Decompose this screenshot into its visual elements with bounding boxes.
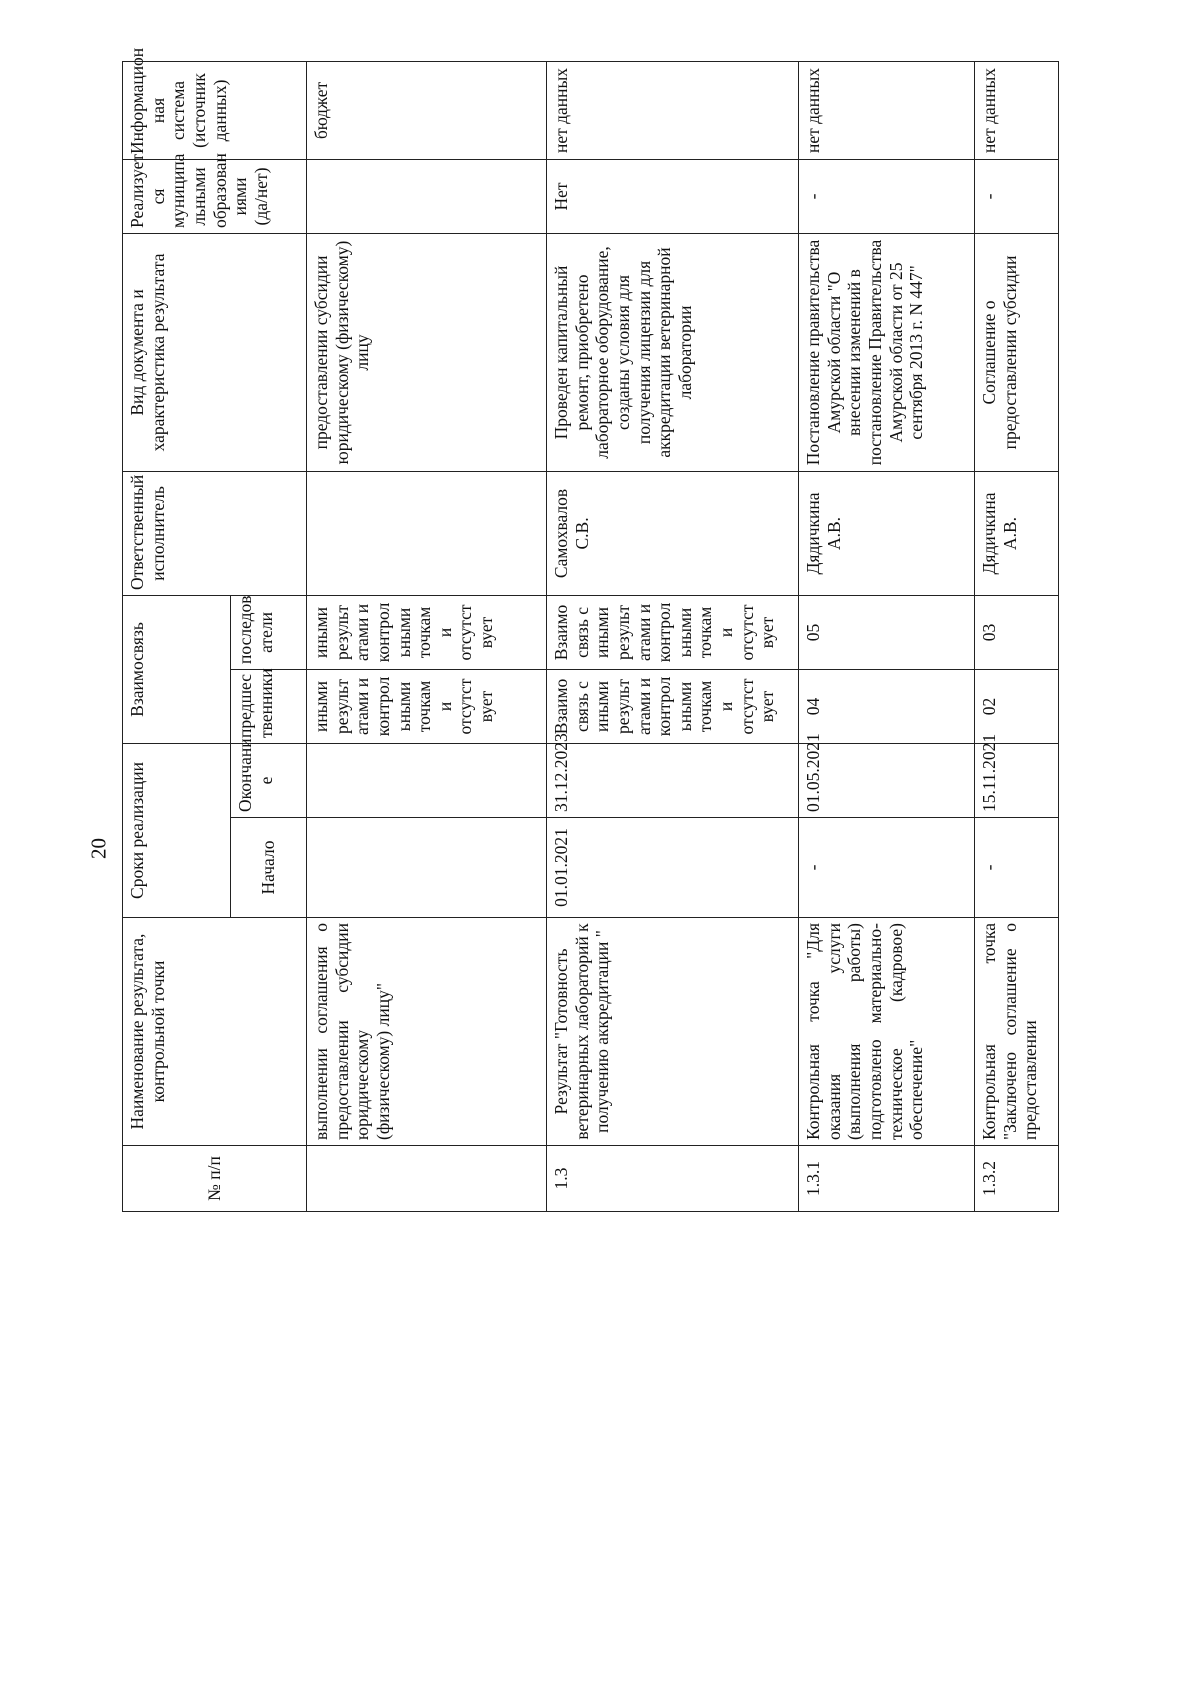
row-doc-type: Проведен капитальный ремонт, приобретено лабораторное оборудование, созданы условия для получения лицензии для аккредитации ветеринарной лаборатории <box>547 233 799 471</box>
row-doc-type: Постановление правительства Амурской области "О внесении изменений в постановление Правительства Амурской области от 25 сентября 2013 г. N 447" <box>799 233 975 471</box>
row-predecessors: иными результ атами и контрол ьными точкам и отсутст вует <box>307 669 547 743</box>
header-relation: Взаимосвязь <box>123 595 231 743</box>
header-info-system: Информацион ная система (источник данных) <box>123 61 307 159</box>
table-row <box>547 61 799 1211</box>
row-successors: 03 <box>975 595 1059 669</box>
header-responsible: Ответственный исполнитель <box>123 471 307 595</box>
table-row <box>799 61 975 1211</box>
row-end: 01.05.2021 <box>799 743 975 817</box>
row-municipal: - <box>975 159 1059 233</box>
row-responsible <box>307 471 547 595</box>
header-predecessors: предшес твенники <box>231 669 307 743</box>
row-successors: иными результ атами и контрол ьными точкам и отсутст вует <box>307 595 547 669</box>
row-name: выполнении соглашения о предоставлении субсидии юридическому (физическому) лицу" <box>307 918 547 1146</box>
row-end <box>307 743 547 817</box>
row-name: Контрольная точка "Заключено соглашение о предоставлении <box>975 918 1059 1146</box>
header-name: Наименование результата, контрольной точки <box>123 918 307 1146</box>
header-successors: последов атели <box>231 595 307 669</box>
row-info-system: нет данных <box>975 61 1059 159</box>
row-predecessors: 02 <box>975 669 1059 743</box>
row-num: 1.3 <box>547 1146 799 1212</box>
row-successors: 05 <box>799 595 975 669</box>
row-municipal: - <box>799 159 975 233</box>
table-row <box>307 61 547 1211</box>
header-doc-type: Вид документа и характеристика результата <box>123 233 307 471</box>
row-doc-type: Соглашение о предоставлении субсидии <box>975 233 1059 471</box>
header-num: № п/п <box>123 1146 307 1212</box>
row-predecessors: Взаимо связь с иными результ атами и контрол ьными точкам и отсутст вует <box>547 669 799 743</box>
row-info-system: бюджет <box>307 61 547 159</box>
row-name: Контрольная точка "Для оказания услуги (выполнения работы) подготовлено материально-техническое (кадровое) обеспечение" <box>799 918 975 1146</box>
row-doc-type: предоставлении субсидии юридическому (физическому) лицу <box>307 233 547 471</box>
row-responsible: Дядичкина А.В. <box>975 471 1059 595</box>
rotated-page-content <box>122 47 1088 1212</box>
row-info-system: нет данных <box>547 61 799 159</box>
row-predecessors: 04 <box>799 669 975 743</box>
row-num: 1.3.1 <box>799 1146 975 1212</box>
row-successors: Взаимо связь с иными результ атами и контрол ьными точкам и отсутст вует <box>547 595 799 669</box>
page-number: 20 <box>86 838 111 859</box>
table-row <box>975 61 1059 1211</box>
row-info-system: нет данных <box>799 61 975 159</box>
row-end: 15.11.2021 <box>975 743 1059 817</box>
header-municipal: Реализует ся муниципа льными образован иями (да/нет) <box>123 159 307 233</box>
row-start: - <box>975 818 1059 918</box>
row-responsible: Самохвалов С.В. <box>547 471 799 595</box>
row-num: 1.3.2 <box>975 1146 1059 1212</box>
row-start: - <box>799 818 975 918</box>
row-num <box>307 1146 547 1212</box>
header-end: Окончани е <box>231 743 307 817</box>
table-header <box>123 47 307 1211</box>
row-municipal: Нет <box>547 159 799 233</box>
row-start <box>307 818 547 918</box>
row-municipal <box>307 159 547 233</box>
row-end: 31.12.2023 <box>547 743 799 817</box>
header-terms: Сроки реализации <box>123 743 231 917</box>
row-start: 01.01.2021 <box>547 818 799 918</box>
header-start: Начало <box>231 818 307 918</box>
results-table <box>122 47 1059 1212</box>
row-responsible: Дядичкина А.В. <box>799 471 975 595</box>
row-name: Результат "Готовность ветеринарных лабораторий к получению аккредитации " <box>547 918 799 1146</box>
